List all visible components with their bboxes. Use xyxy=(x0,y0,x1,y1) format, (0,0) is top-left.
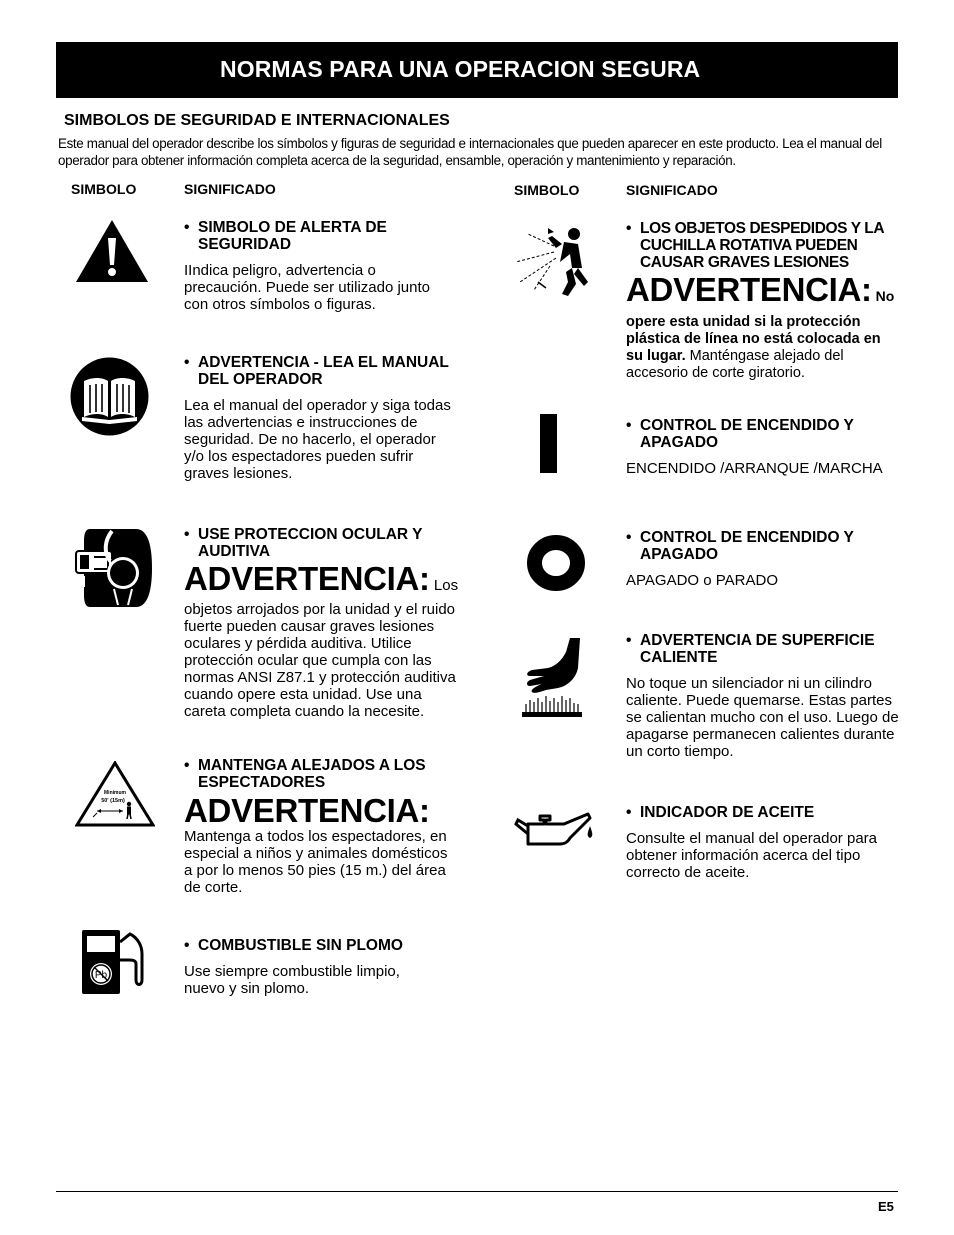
oil-can-icon xyxy=(514,812,596,850)
item-safety-alert xyxy=(184,219,454,313)
warning-label: ADVERTENCIA: xyxy=(626,271,872,308)
item-oil-indicator xyxy=(626,804,901,881)
column-header-meaning-right: SIGNIFICADO xyxy=(626,182,718,198)
item-description: APAGADO o PARADO xyxy=(626,572,778,589)
item-read-manual xyxy=(184,354,459,482)
item-title: • SIMBOLO DE ALERTA DE SEGURIDAD xyxy=(184,219,387,253)
section-title: SIMBOLOS DE SEGURIDAD E INTERNACIONALES xyxy=(64,112,450,129)
item-unleaded-fuel xyxy=(184,937,444,997)
item-title: • MANTENGA ALEJADOS A LOS ESPECTADORES xyxy=(184,757,426,791)
hot-surface-icon xyxy=(522,638,582,718)
power-on-symbol-icon xyxy=(540,414,557,473)
warning-label: ADVERTENCIA: xyxy=(184,560,430,597)
item-keep-bystanders-away xyxy=(184,757,459,896)
item-description: Manténgase alejado del accesorio de corte giratorio. xyxy=(626,348,844,381)
item-title: • ADVERTENCIA - LEA EL MANUAL DEL OPERADOR xyxy=(184,354,449,388)
item-title: • COMBUSTIBLE SIN PLOMO xyxy=(184,937,403,954)
header-bar xyxy=(56,42,898,98)
item-description: No toque un silenciador ni un cilindro caliente. Puede quemarse. Estas partes se calientan mucho con el uso. Luego de apagarse permanecen calientes durante un corto tiempo. xyxy=(626,675,899,760)
read-manual-icon xyxy=(70,357,149,436)
warning-text-bold: opere esta unidad si la protección plástica de línea no está colocada en su lugar. xyxy=(626,314,881,364)
item-description: Use siempre combustible limpio, nuevo y sin plomo. xyxy=(184,963,400,997)
item-title: • LOS OBJETOS DESPEDIDOS Y LA CUCHILLA ROTATIVA PUEDEN CAUSAR GRAVES LESIONES xyxy=(626,220,884,271)
intro-paragraph: Este manual del operador describe los símbolos y figuras de seguridad e internacionales que pueden aparecer en este producto. Lea el manual del operador para obtener información completa acerca de la seguridad, ensamble, operación y mantenimiento y reparación. xyxy=(58,136,882,168)
icon-text-pb: Pb xyxy=(94,970,108,981)
page-title: NORMAS PARA UNA OPERACION SEGURA xyxy=(220,56,701,82)
warning-text-inline: No xyxy=(871,288,895,304)
fuel-pump-icon xyxy=(80,928,148,996)
warning-label: ADVERTENCIA: xyxy=(184,792,430,829)
item-hot-surface xyxy=(626,632,901,760)
item-power-off xyxy=(626,529,901,589)
thrown-objects-icon xyxy=(512,224,592,300)
item-eye-ear-protection xyxy=(184,526,459,720)
warning-text-inline: Los xyxy=(429,577,459,594)
icon-text-minimum: Minimum xyxy=(104,790,126,796)
item-title: • INDICADOR DE ACEITE xyxy=(626,804,815,821)
item-thrown-objects xyxy=(626,220,901,382)
item-title: • ADVERTENCIA DE SUPERFICIE CALIENTE xyxy=(626,632,875,666)
column-header-symbol-right: SIMBOLO xyxy=(514,182,580,198)
safety-alert-icon xyxy=(74,218,150,284)
footer-divider xyxy=(56,1191,898,1192)
item-description: ENCENDIDO /ARRANQUE /MARCHA xyxy=(626,460,883,477)
icon-text-distance: 50' (15m) xyxy=(101,798,125,804)
eye-ear-protection-icon xyxy=(72,529,152,607)
item-title: • CONTROL DE ENCENDIDO Y APAGADO xyxy=(626,529,854,563)
power-off-symbol-icon xyxy=(526,534,586,592)
item-description: objetos arrojados por la unidad y el ruido fuerte pueden causar graves lesiones oculares y pérdida auditiva. Utilice protección ocular que cumpla con las normas ANSI Z87.1 y protección auditiva cuando opere esta unidad. Use una careta completa cuando la necesite. xyxy=(184,601,456,720)
item-title: • USE PROTECCION OCULAR Y AUDITIVA xyxy=(184,526,423,560)
item-description: Mantenga a todos los espectadores, en especial a niños y animales domésticos a por lo menos 50 pies (15 m.) del área de corte. xyxy=(184,828,448,896)
column-header-symbol-left: SIMBOLO xyxy=(71,181,137,197)
item-description: Lea el manual del operador y siga todas las advertencias e instrucciones de seguridad. De no hacerlo, el operador y/o los espectadores pueden sufrir graves lesiones. xyxy=(184,397,451,482)
item-power-on xyxy=(626,417,901,477)
item-title: • CONTROL DE ENCENDIDO Y APAGADO xyxy=(626,417,854,451)
item-description: IIndica peligro, advertencia o precaución. Puede ser utilizado junto con otros símbolos o figuras. xyxy=(184,262,430,313)
page-number: E5 xyxy=(878,1199,894,1214)
item-description: Consulte el manual del operador para obtener información acerca del tipo correcto de aceite. xyxy=(626,830,877,881)
column-header-meaning-left: SIGNIFICADO xyxy=(184,181,276,197)
keep-bystanders-away-icon xyxy=(75,761,155,827)
